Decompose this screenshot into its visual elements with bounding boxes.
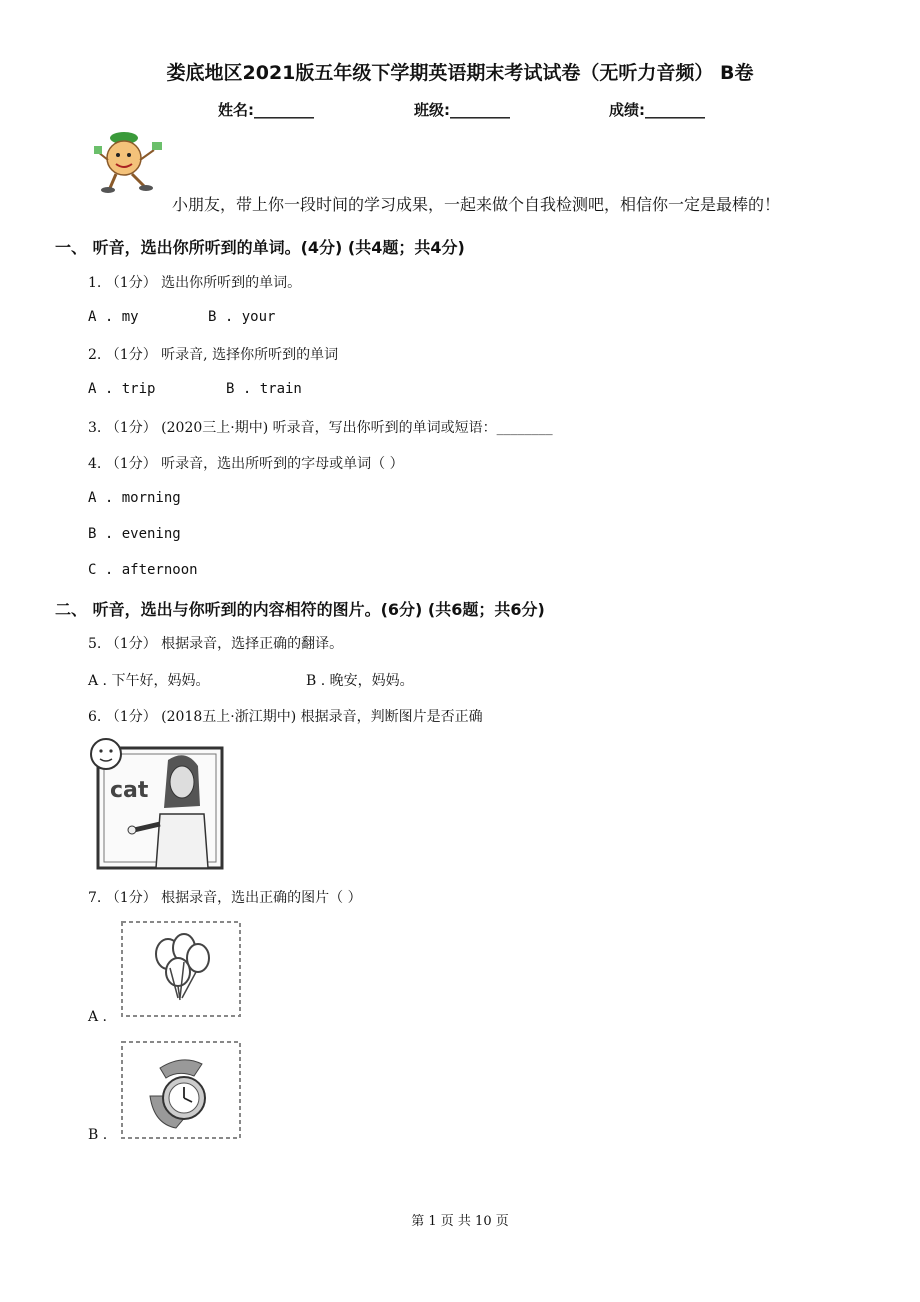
question-2-stem: 2. （1分） 听录音, 选择你所听到的单词 bbox=[88, 347, 339, 363]
greeting-text: 小朋友，带上你一段时间的学习成果，一起来做个自我检测吧，相信你一定是最棒的！ bbox=[172, 195, 781, 214]
watch-icon[interactable] bbox=[120, 1040, 242, 1140]
teacher-board-image bbox=[90, 734, 225, 874]
q7-option-b[interactable]: B . bbox=[88, 1127, 108, 1143]
score-field[interactable]: 成绩:________ bbox=[609, 101, 705, 119]
question-5-stem: 5. （1分） 根据录音，选择正确的翻译。 bbox=[88, 636, 344, 652]
question-6-stem: 6. （1分） (2018五上·浙江期中) 根据录音，判断图片是否正确 bbox=[88, 709, 483, 725]
question-3-stem[interactable]: 3. （1分） (2020三上·期中) 听录音，写出你听到的单词或短语：________ bbox=[88, 420, 553, 436]
q5-option-b[interactable]: B . 晚安，妈妈。 bbox=[306, 673, 414, 689]
board-word: cat bbox=[110, 778, 149, 803]
name-field[interactable]: 姓名:________ bbox=[218, 101, 314, 119]
balloons-icon[interactable] bbox=[120, 920, 242, 1018]
q1-option-b[interactable]: B . your bbox=[208, 309, 276, 325]
section-1-title: 一、 听音，选出你所听到的单词。(4分) (共4题；共4分) bbox=[55, 238, 465, 257]
q2-option-b[interactable]: B . train bbox=[226, 381, 302, 397]
section-2-title: 二、 听音，选出与你听到的内容相符的图片。(6分) (共6题；共6分) bbox=[55, 600, 545, 619]
q2-option-a[interactable]: A . trip bbox=[88, 381, 156, 397]
page-title: 娄底地区2021版五年级下学期英语期末考试试卷（无听力音频） B卷 bbox=[166, 62, 754, 84]
class-field[interactable]: 班级:________ bbox=[414, 101, 510, 119]
question-4-stem: 4. （1分） 听录音，选出所听到的字母或单词（ ） bbox=[88, 456, 404, 472]
mascot-illustration bbox=[94, 130, 168, 196]
q4-option-c[interactable]: C . afternoon bbox=[88, 562, 198, 578]
q1-option-a[interactable]: A . my bbox=[88, 309, 139, 325]
q4-option-a[interactable]: A . morning bbox=[88, 490, 181, 506]
page-footer: 第 1 页 共 10 页 bbox=[411, 1214, 509, 1229]
q7-option-a[interactable]: A . bbox=[88, 1009, 108, 1025]
q5-option-a[interactable]: A . 下午好，妈妈。 bbox=[88, 673, 210, 689]
q4-option-b[interactable]: B . evening bbox=[88, 526, 181, 542]
question-7-stem: 7. （1分） 根据录音，选出正确的图片（ ） bbox=[88, 890, 362, 906]
question-1-stem: 1. （1分） 选出你所听到的单词。 bbox=[88, 275, 302, 291]
